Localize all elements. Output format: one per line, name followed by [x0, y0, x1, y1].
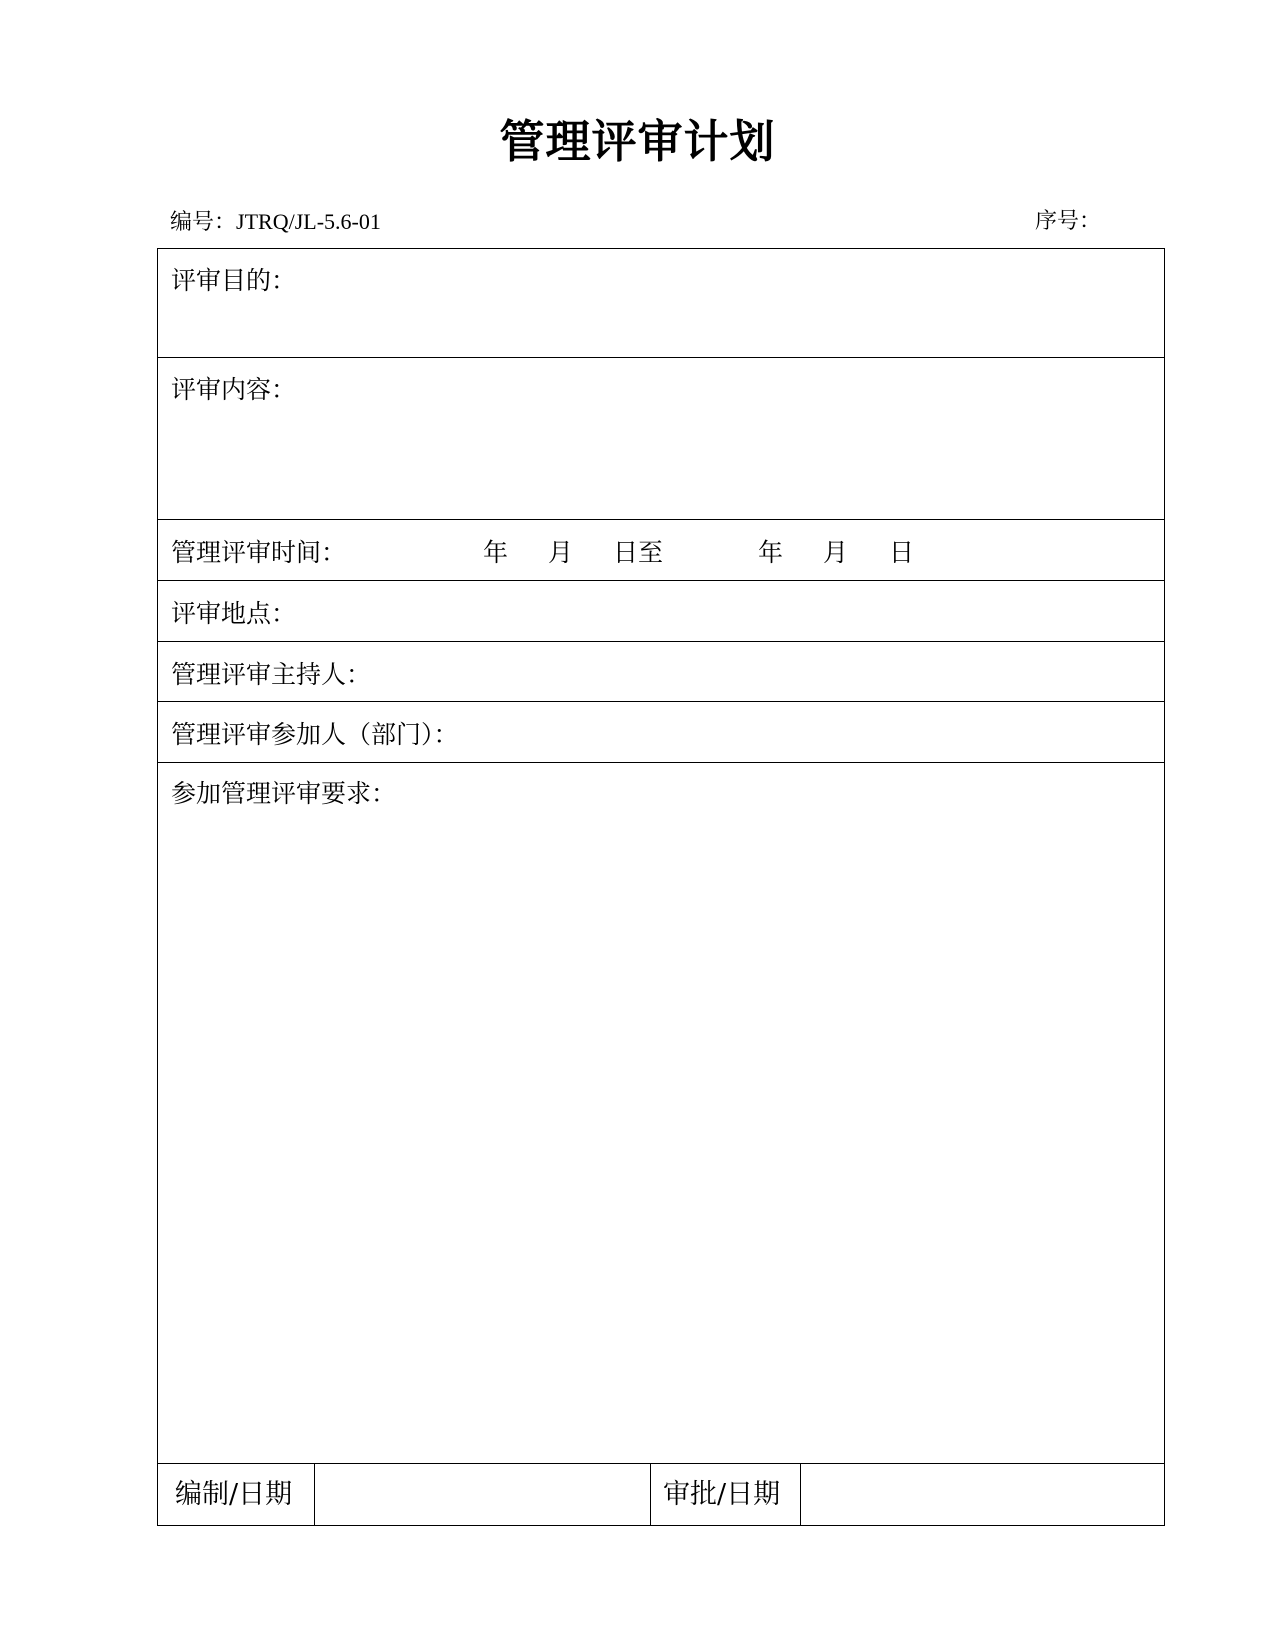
participants-row[interactable] [158, 702, 1164, 763]
end-year-label: 年 [758, 538, 784, 567]
requirements-row[interactable] [158, 763, 1164, 1464]
content-row[interactable] [158, 358, 1164, 520]
location-row[interactable] [158, 581, 1164, 642]
purpose-label: 评审目的： [171, 266, 297, 295]
end-day-label: 日 [889, 538, 915, 567]
approved-label-cell [651, 1464, 801, 1525]
content-label: 评审内容： [171, 375, 297, 404]
prepared-date-field[interactable] [315, 1464, 651, 1525]
approved-date-label: 审批/日期 [663, 1479, 781, 1510]
start-year-label: 年 [483, 538, 509, 567]
start-month-label: 月 [548, 538, 574, 567]
document-code-label: 编号： [170, 210, 237, 235]
signature-row [158, 1464, 1164, 1525]
purpose-row[interactable] [158, 249, 1164, 358]
host-row[interactable] [158, 642, 1164, 702]
review-plan-form [157, 248, 1165, 1526]
review-time-label: 管理评审时间： [171, 538, 347, 567]
review-time-row[interactable] [158, 520, 1164, 581]
document-title: 管理评审计划 [499, 115, 776, 168]
document-code [170, 207, 381, 238]
end-month-label: 月 [823, 538, 849, 567]
prepared-label-cell [158, 1464, 315, 1525]
start-day-to-label: 日至 [613, 538, 664, 567]
host-label: 管理评审主持人： [171, 660, 372, 689]
location-label: 评审地点： [171, 599, 297, 628]
requirements-label: 参加管理评审要求： [171, 779, 397, 808]
prepared-date-label: 编制/日期 [175, 1479, 293, 1510]
serial-number-label: 序号： [1035, 209, 1102, 234]
approved-date-field[interactable] [801, 1464, 1164, 1525]
participants-label: 管理评审参加人（部门）： [171, 720, 459, 749]
document-code-value: JTRQ/JL-5.6-01 [236, 209, 381, 234]
